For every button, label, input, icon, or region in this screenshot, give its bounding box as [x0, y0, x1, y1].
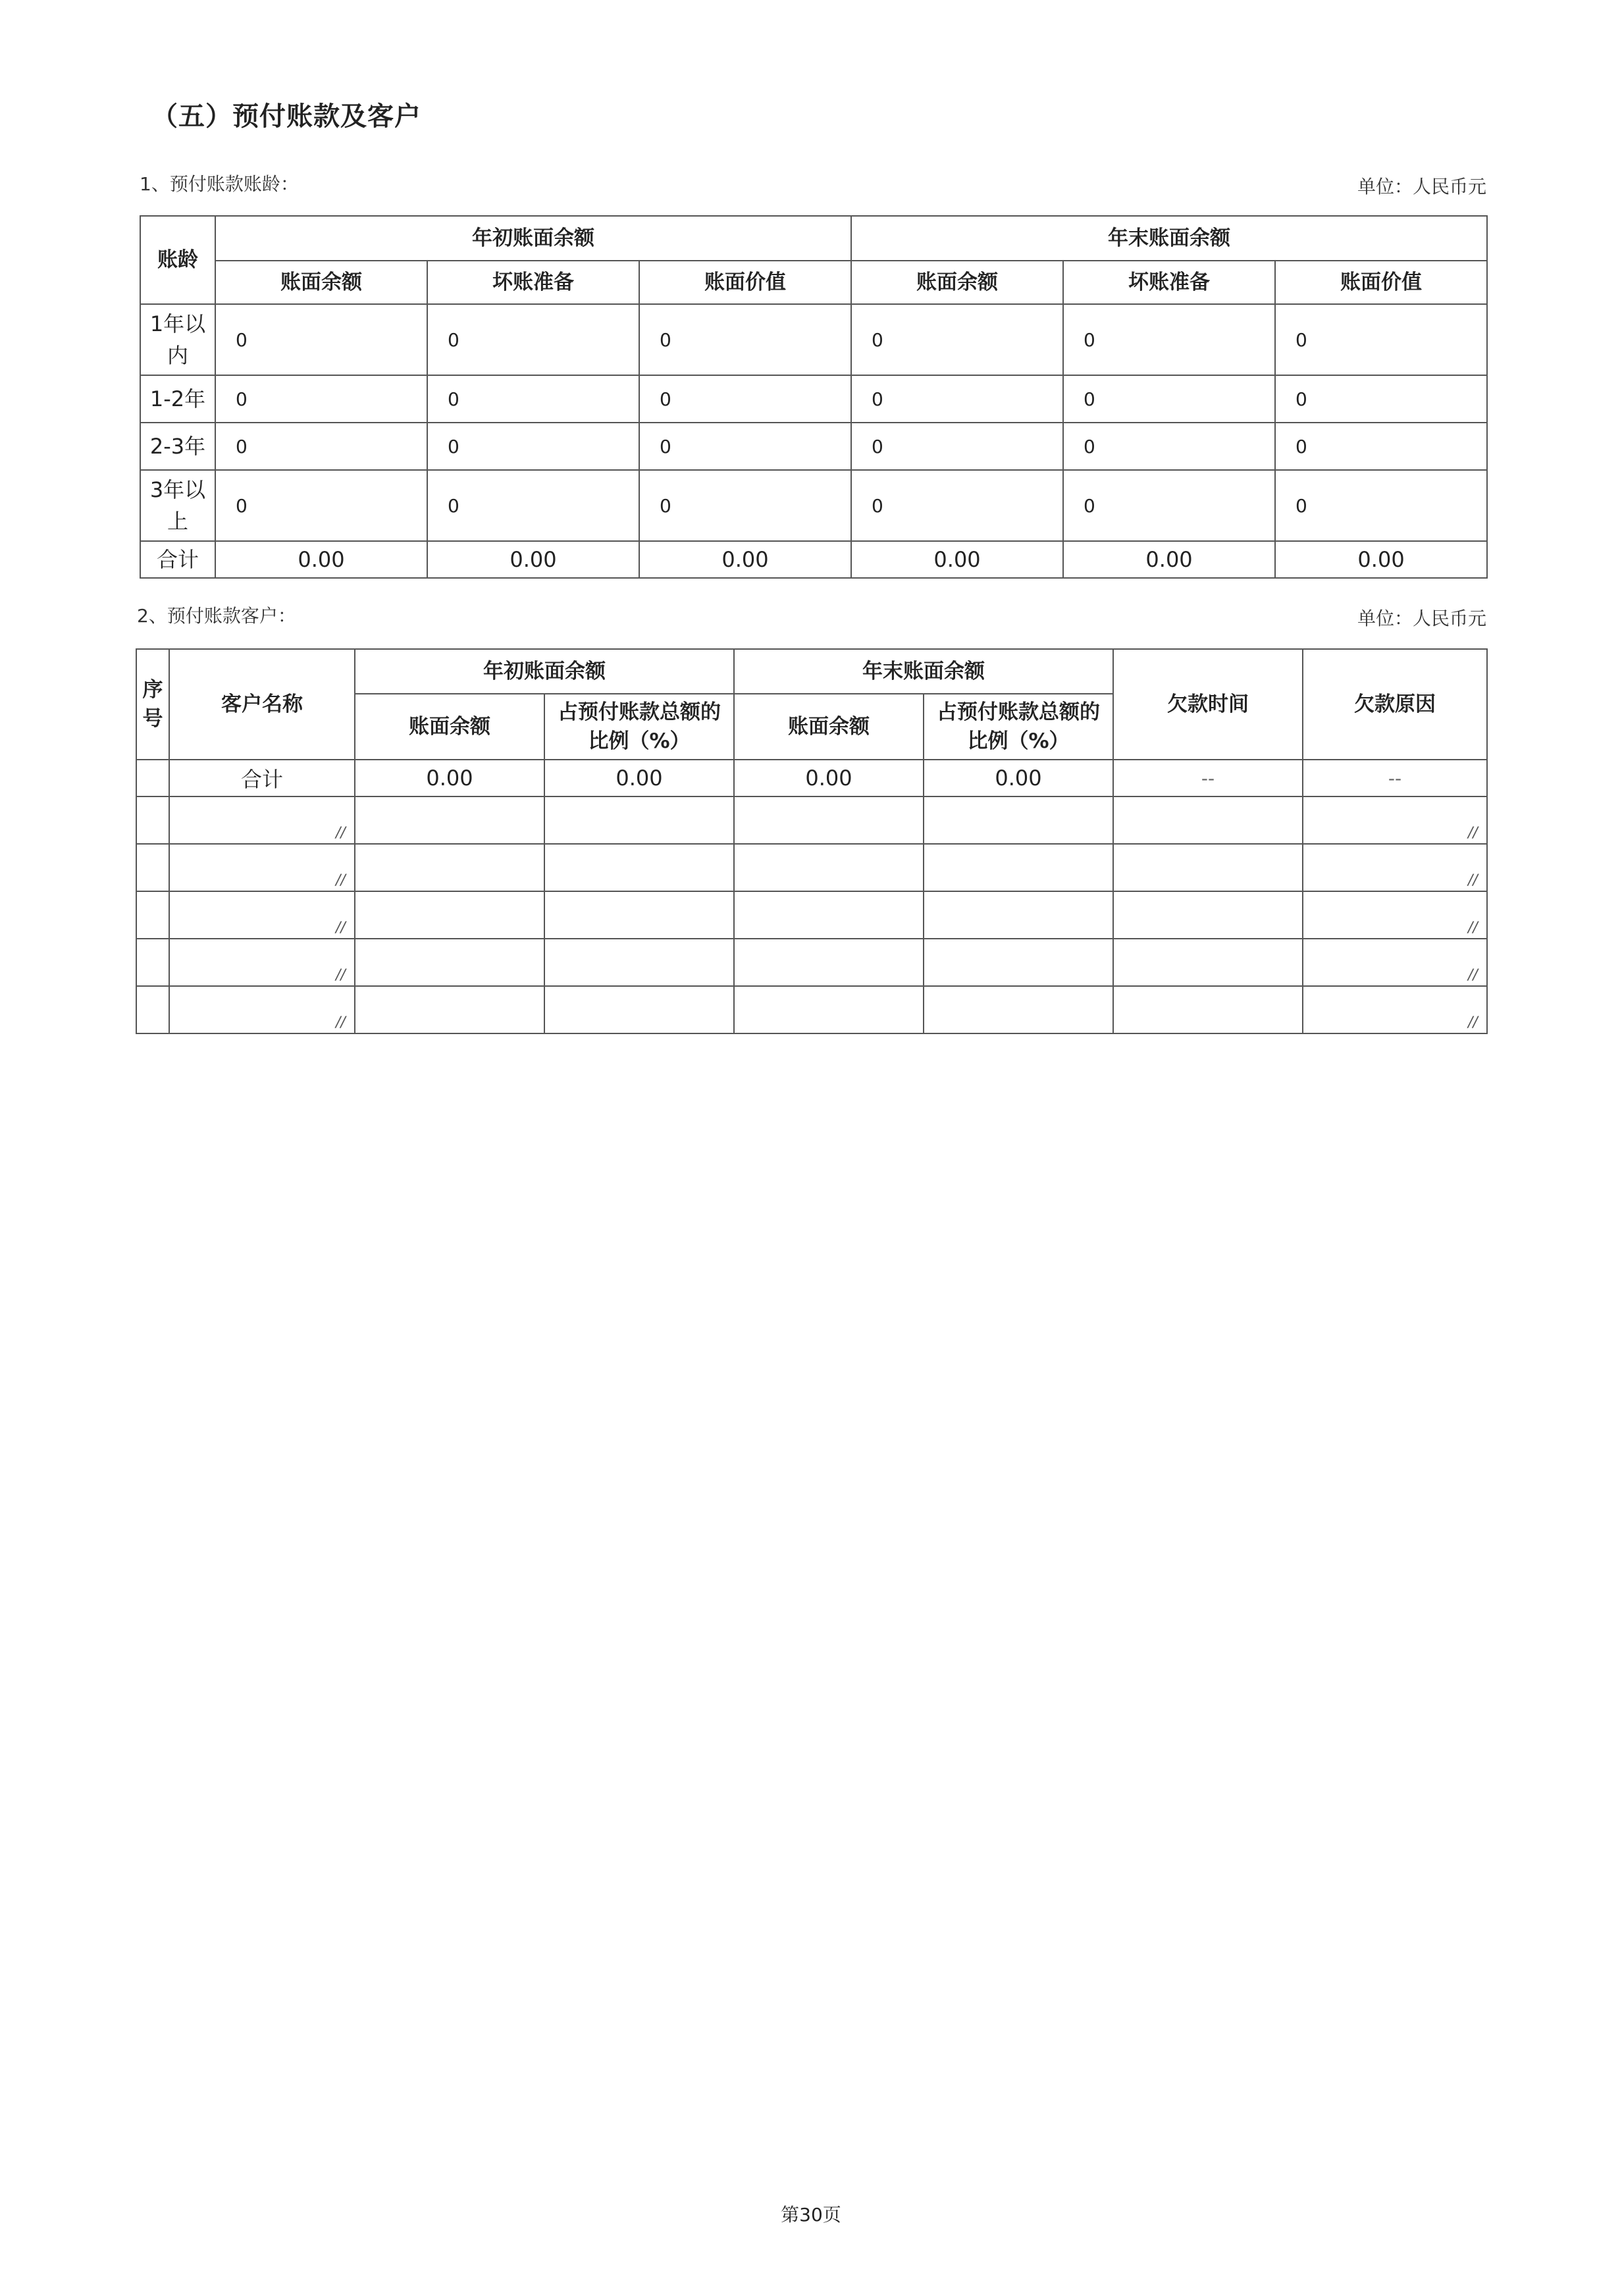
resize-handle-icon[interactable]: // [1468, 920, 1478, 936]
value-cell: 0 [639, 375, 851, 423]
col-header: 坏账准备 [427, 261, 639, 304]
col-header: 账面价值 [1275, 261, 1487, 304]
value-cell: 0 [1275, 423, 1487, 470]
value-cell: 0 [427, 304, 639, 375]
begin-ratio-field[interactable] [544, 939, 734, 986]
end-balance-field[interactable] [734, 891, 924, 939]
arrears-reason-header: 欠款原因 [1303, 649, 1487, 760]
age-header: 账龄 [140, 216, 215, 304]
customer-name-field[interactable] [169, 891, 355, 939]
aging-unit: 单位：人民币元 [1357, 176, 1486, 197]
customers-table [136, 648, 1488, 1034]
total-row [136, 760, 1487, 796]
end-balance-field[interactable] [734, 796, 924, 844]
customer-name-field[interactable] [169, 986, 355, 1033]
seq-cell[interactable] [136, 796, 169, 844]
section-title: （五）预付账款及客户 [151, 101, 421, 132]
table-row [140, 375, 1487, 423]
ratio-header: 占预付账款总额的 比例（%） [544, 694, 734, 760]
seq-cell[interactable] [136, 986, 169, 1033]
seq-cell[interactable] [136, 844, 169, 891]
arrears-time-header: 欠款时间 [1113, 649, 1303, 760]
end-ratio-field[interactable] [924, 844, 1113, 891]
age-label: 1-2年 [140, 375, 215, 423]
resize-handle-icon[interactable]: // [1468, 967, 1478, 983]
value-cell: 0 [1063, 423, 1275, 470]
value-cell: 0 [215, 304, 427, 375]
table-row [136, 796, 1487, 844]
balance-header: 账面余额 [734, 694, 924, 760]
total-label: 合计 [169, 760, 355, 796]
total-cell: 0.00 [1275, 541, 1487, 578]
end-ratio-field[interactable] [924, 891, 1113, 939]
customer-name-header: 客户名称 [169, 649, 355, 760]
value-cell: 0 [1063, 304, 1275, 375]
end-balance-field[interactable] [734, 986, 924, 1033]
end-ratio-field[interactable] [924, 986, 1113, 1033]
value-cell: 0 [215, 470, 427, 541]
arrears-reason-field[interactable] [1303, 939, 1487, 986]
total-cell: 0.00 [924, 760, 1113, 796]
value-cell: 0 [215, 423, 427, 470]
col-header: 账面余额 [215, 261, 427, 304]
seq-header: 序 号 [136, 649, 169, 760]
value-cell: 0 [639, 423, 851, 470]
value-cell: 0 [427, 375, 639, 423]
arrears-reason-field[interactable] [1303, 796, 1487, 844]
end-ratio-field[interactable] [924, 796, 1113, 844]
total-cell: 0.00 [215, 541, 427, 578]
customer-name-field[interactable] [169, 939, 355, 986]
table-row [140, 304, 1487, 375]
customers-caption: 2、预付账款客户： [137, 605, 296, 627]
begin-ratio-field[interactable] [544, 891, 734, 939]
value-cell: 0 [639, 470, 851, 541]
total-cell: 0.00 [734, 760, 924, 796]
resize-handle-icon[interactable]: // [1468, 872, 1478, 889]
arrears-time-field[interactable] [1113, 891, 1303, 939]
total-cell: 0.00 [544, 760, 734, 796]
begin-group-header: 年初账面余额 [355, 649, 734, 694]
table-row [140, 423, 1487, 470]
customer-name-field[interactable] [169, 844, 355, 891]
value-cell: 0 [851, 470, 1063, 541]
col-header: 账面余额 [851, 261, 1063, 304]
ratio-header: 占预付账款总额的 比例（%） [924, 694, 1113, 760]
table-row [136, 844, 1487, 891]
resize-handle-icon[interactable]: // [1468, 1014, 1478, 1031]
total-cell: 0.00 [355, 760, 544, 796]
value-cell: 0 [1275, 470, 1487, 541]
arrears-reason-field[interactable] [1303, 891, 1487, 939]
begin-balance-field[interactable] [355, 891, 544, 939]
customer-name-field[interactable] [169, 796, 355, 844]
value-cell: 0 [1063, 470, 1275, 541]
begin-ratio-field[interactable] [544, 986, 734, 1033]
arrears-reason-field[interactable] [1303, 844, 1487, 891]
aging-table [140, 215, 1488, 579]
resize-handle-icon[interactable]: // [1468, 825, 1478, 841]
value-cell: 0 [215, 375, 427, 423]
end-group-header: 年末账面余额 [851, 216, 1487, 261]
value-cell: 0 [1063, 375, 1275, 423]
total-label: 合计 [140, 541, 215, 578]
total-cell: 0.00 [1063, 541, 1275, 578]
resize-handle-icon[interactable]: // [336, 1014, 346, 1031]
page-number: 第30页 [781, 2204, 841, 2226]
total-cell: 0.00 [639, 541, 851, 578]
value-cell: 0 [1275, 304, 1487, 375]
begin-ratio-field[interactable] [544, 844, 734, 891]
value-cell: 0 [851, 375, 1063, 423]
total-cell: -- [1113, 760, 1303, 796]
begin-balance-field[interactable] [355, 844, 544, 891]
aging-caption: 1、预付账款账龄： [140, 173, 299, 195]
seq-cell[interactable] [136, 939, 169, 986]
customers-unit: 单位：人民币元 [1357, 608, 1486, 629]
end-balance-field[interactable] [734, 939, 924, 986]
age-label: 2-3年 [140, 423, 215, 470]
table-row [136, 939, 1487, 986]
arrears-time-field[interactable] [1113, 796, 1303, 844]
arrears-time-field[interactable] [1113, 986, 1303, 1033]
col-header: 账面价值 [639, 261, 851, 304]
arrears-reason-field[interactable] [1303, 986, 1487, 1033]
age-label: 3年以 上 [140, 470, 215, 541]
arrears-time-field[interactable] [1113, 939, 1303, 986]
begin-balance-field[interactable] [355, 939, 544, 986]
value-cell: 0 [851, 304, 1063, 375]
total-row [140, 541, 1487, 578]
age-label: 1年以 内 [140, 304, 215, 375]
col-header: 坏账准备 [1063, 261, 1275, 304]
total-cell: -- [1303, 760, 1487, 796]
begin-balance-field[interactable] [355, 986, 544, 1033]
seq-cell [136, 760, 169, 796]
table-row [136, 986, 1487, 1033]
resize-handle-icon[interactable]: // [336, 872, 346, 889]
value-cell: 0 [427, 423, 639, 470]
end-ratio-field[interactable] [924, 939, 1113, 986]
total-cell: 0.00 [851, 541, 1063, 578]
arrears-time-field[interactable] [1113, 844, 1303, 891]
resize-handle-icon[interactable]: // [336, 920, 346, 936]
total-cell: 0.00 [427, 541, 639, 578]
begin-balance-field[interactable] [355, 796, 544, 844]
seq-cell[interactable] [136, 891, 169, 939]
value-cell: 0 [1275, 375, 1487, 423]
value-cell: 0 [851, 423, 1063, 470]
end-balance-field[interactable] [734, 844, 924, 891]
begin-group-header: 年初账面余额 [215, 216, 851, 261]
resize-handle-icon[interactable]: // [336, 967, 346, 983]
resize-handle-icon[interactable]: // [336, 825, 346, 841]
end-group-header: 年末账面余额 [734, 649, 1113, 694]
table-row [136, 891, 1487, 939]
table-row [140, 470, 1487, 541]
value-cell: 0 [639, 304, 851, 375]
begin-ratio-field[interactable] [544, 796, 734, 844]
value-cell: 0 [427, 470, 639, 541]
balance-header: 账面余额 [355, 694, 544, 760]
